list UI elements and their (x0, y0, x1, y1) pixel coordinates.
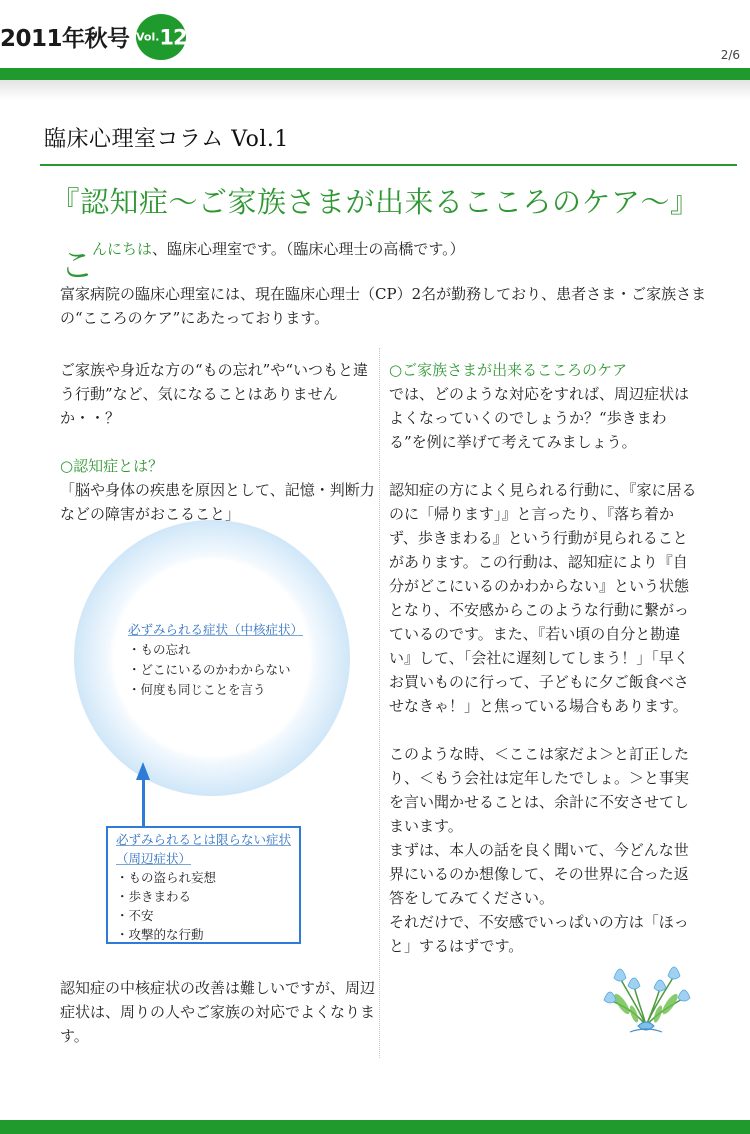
column-title: 臨床心理室コラム Vol.1 (44, 127, 289, 152)
peripheral-symptom-item: ・歩きまわる (116, 889, 192, 904)
greeting-line (92, 238, 465, 259)
dementia-definition: 「脳や身体の疾患を原因として、記憶・判断力などの障害がおこること」 (60, 481, 375, 523)
peripheral-symptoms-title (116, 830, 299, 868)
title-rule (40, 164, 737, 166)
left-column (60, 358, 378, 526)
peripheral-title-line-2: （周辺症状） (116, 851, 192, 866)
arrow-shaft (142, 778, 145, 826)
right-para-4: まずは、本人の話を良く聞いて、今どんな世界にいるのか想像して、その世界に合った返答をしてみてください。 (389, 841, 689, 907)
right-column (389, 358, 701, 958)
footer-bar (0, 1120, 750, 1134)
peripheral-symptom-item: ・もの盗られ妄想 (116, 870, 217, 885)
core-symptom-item: ・どこにいるのかわからない (128, 662, 291, 677)
peripheral-symptoms-box (106, 826, 301, 944)
volume-prefix: Vol. (136, 30, 160, 44)
volume-badge (136, 14, 186, 60)
peripheral-title-line-1: 必ずみられるとは限らない症状 (116, 832, 292, 847)
peripheral-symptom-item: ・不安 (116, 908, 154, 923)
core-symptom-item: ・もの忘れ (128, 642, 191, 657)
peripheral-symptom-item: ・攻撃的な行動 (116, 927, 204, 942)
right-para-2: 認知症の方によく見られる行動に、『家に居るのに「帰ります」』と言ったり、『落ち着かず、歩きまわる』という行動が見られることがあります。この行動は、認知症により『自分がどこにいるのかわからない』という状態となり、不安感からこのような行動に繋がっているのです。また、『若い頃の自分と勘違い』して、「会社に遅刻してしまう！」「早くお買いものに行って、子どもに夕ご飯食べさせなきゃ！」と焦っている場合もあります。 (389, 481, 697, 715)
tulip-bouquet-icon (600, 956, 692, 1042)
greeting-green: んにちは (92, 240, 153, 258)
issue-label: 2011年秋号 (0, 26, 130, 52)
page-number: 2/6 (720, 48, 740, 62)
header-shadow (0, 80, 750, 100)
header-bar (0, 68, 750, 80)
core-symptoms-box (128, 620, 303, 700)
headline: 『認知症〜ご家族さまが出来るこころのケア〜』 (50, 185, 700, 219)
greeting-initial: こ (60, 246, 94, 286)
greeting-rest: 、臨床心理室です。（臨床心理士の高橋です。） (152, 240, 465, 258)
column-divider (379, 348, 380, 1058)
left-bottom-paragraph: 認知症の中核症状の改善は難しいですが、周辺症状は、周りの人やご家族の対応でよくなります。 (60, 979, 376, 1045)
right-para-5: それだけで、不安感でいっぱいの方は「ほっと」するはずです。 (389, 913, 689, 955)
core-symptom-item: ・何度も同じことを言う (128, 682, 266, 697)
right-para-3: このような時、＜ここは家だよ＞と訂正したり、＜もう会社は定年したでしょ。＞と事実を言い聞かせることは、余計に不安させてしまいます。 (389, 745, 690, 835)
intro-paragraph: 富家病院の臨床心理室には、現在臨床心理士（CP）2名が勤務しており、患者さま・ご家族さまの“こころのケア”にあたっております。 (60, 285, 707, 327)
left-para-1: ご家族や身近な方の“もの忘れ”や“いつもと違う行動”など、気になることはありませんか・・？ (60, 361, 369, 427)
dementia-heading: ○認知症とは？ (60, 457, 164, 475)
right-para-1: では、どのような対応をすれば、周辺症状はよくなっていくのでしょうか？“歩きまわる”を例に挙げて考えてみましょう。 (389, 385, 690, 451)
core-symptoms-title: 必ずみられる症状（中核症状） (128, 622, 304, 637)
care-heading: ○ご家族さまが出来るこころのケア (389, 361, 628, 379)
volume-number: 12 (159, 25, 187, 50)
